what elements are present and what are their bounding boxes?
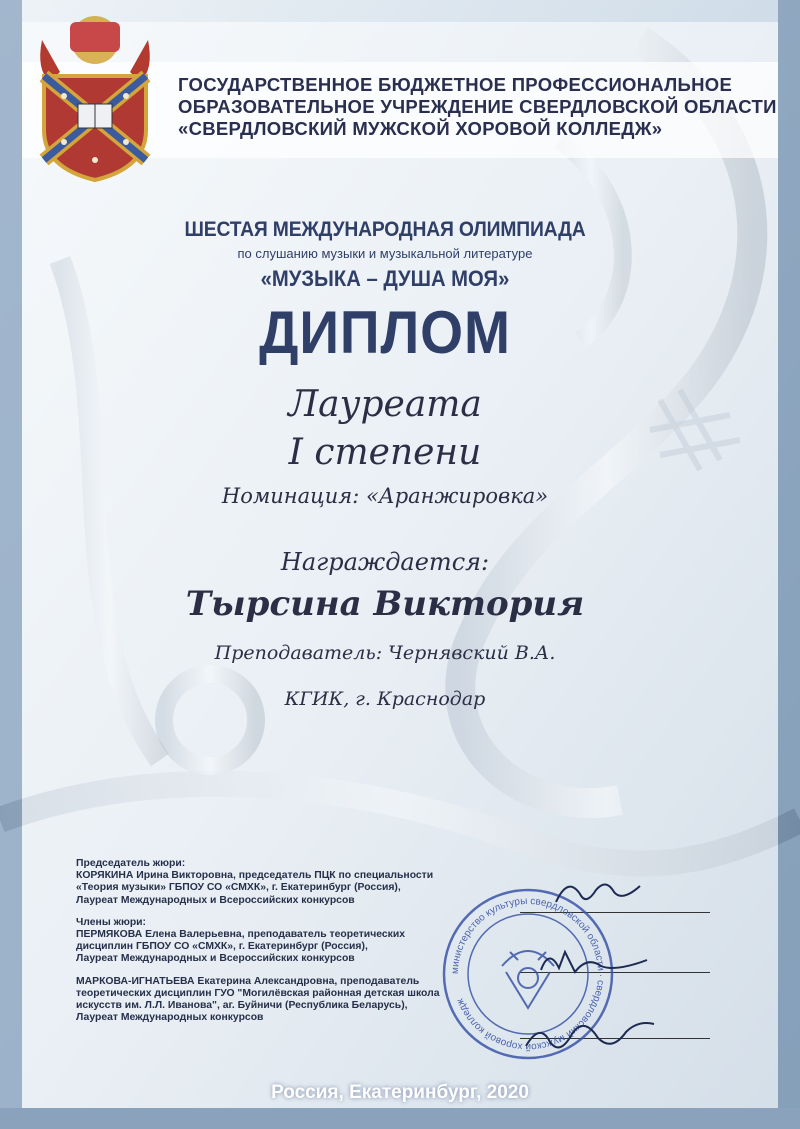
org-line-2: ОБРАЗОВАТЕЛЬНОЕ УЧРЕЖДЕНИЕ СВЕРДЛОВСКОЙ ОБЛАСТИ [178,96,777,117]
awarded-label: Награждается: [280,548,490,576]
laureate-label: Лауреата [288,384,482,425]
org-line-1: ГОСУДАРСТВЕННОЕ БЮДЖЕТНОЕ ПРОФЕССИОНАЛЬНОЕ [178,74,733,95]
institution: КГИК, г. Краснодар [284,688,486,710]
member1-signature-icon [535,942,655,982]
member-line: искусств им. Л.Л. Иванова", аг. Буйничи (Республика Беларусь), [76,1000,408,1012]
olympiad-title: ШЕСТАЯ МЕЖДУНАРОДНАЯ ОЛИМПИАДА [184,218,586,241]
degree-label: I степени [288,432,482,473]
member-line: Лауреат Международных и Всероссийских конкурсов [76,953,355,965]
chair-heading: Председатель жюри: [76,858,186,869]
member-line: Лауреат Международных конкурсов [76,1012,264,1024]
member-line: ПЕРМЯКОВА Елена Валерьевна, преподаватель теоретических [76,929,406,941]
organization-name [178,74,778,140]
member-line: МАРКОВА-ИГНАТЬЕВА Екатерина Александровна, преподаватель [76,975,420,987]
coat-of-arms-icon [30,10,160,182]
org-line-3: «СВЕРДЛОВСКИЙ МУЖСКОЙ ХОРОВОЙ КОЛЛЕДЖ» [178,118,663,139]
diploma-title: ДИПЛОМ [259,299,511,366]
member2-signature-icon [520,1012,660,1058]
chair-line: КОРЯКИНА Ирина Викторовна, председатель ПЦК по специальности [76,870,434,882]
chair-line: «Теория музыки» ГБПОУ СО «СМХК», г. Екатеринбург (Россия), [76,882,401,894]
nomination: Номинация: «Аранжировка» [221,484,549,508]
olympiad-name: «МУЗЫКА – ДУША МОЯ» [260,266,510,291]
member-line: дисциплин ГБПОУ СО «СМХК», г. Екатеринбург (Россия), [76,941,368,953]
chair-signature-icon [550,872,650,912]
members-heading: Члены жюри: [76,916,147,928]
recipient-name: Тырсина Виктория [185,584,585,624]
seal-ring-text: министерство культуры свердловской области · свердловский мужской хоровой колледж [449,895,607,1053]
olympiad-subtitle: по слушанию музыки и музыкальной литературе [237,246,533,261]
teacher-name: Преподаватель: Чернявский В.А. [214,642,556,664]
chair-line: Лауреат Международных и Всероссийских конкурсов [76,894,355,906]
footer-place-year: Россия, Екатеринбург, 2020 [271,1082,529,1103]
member-line: теоретических дисциплин ГУО "Могилёвская районная детская школа [76,987,440,999]
